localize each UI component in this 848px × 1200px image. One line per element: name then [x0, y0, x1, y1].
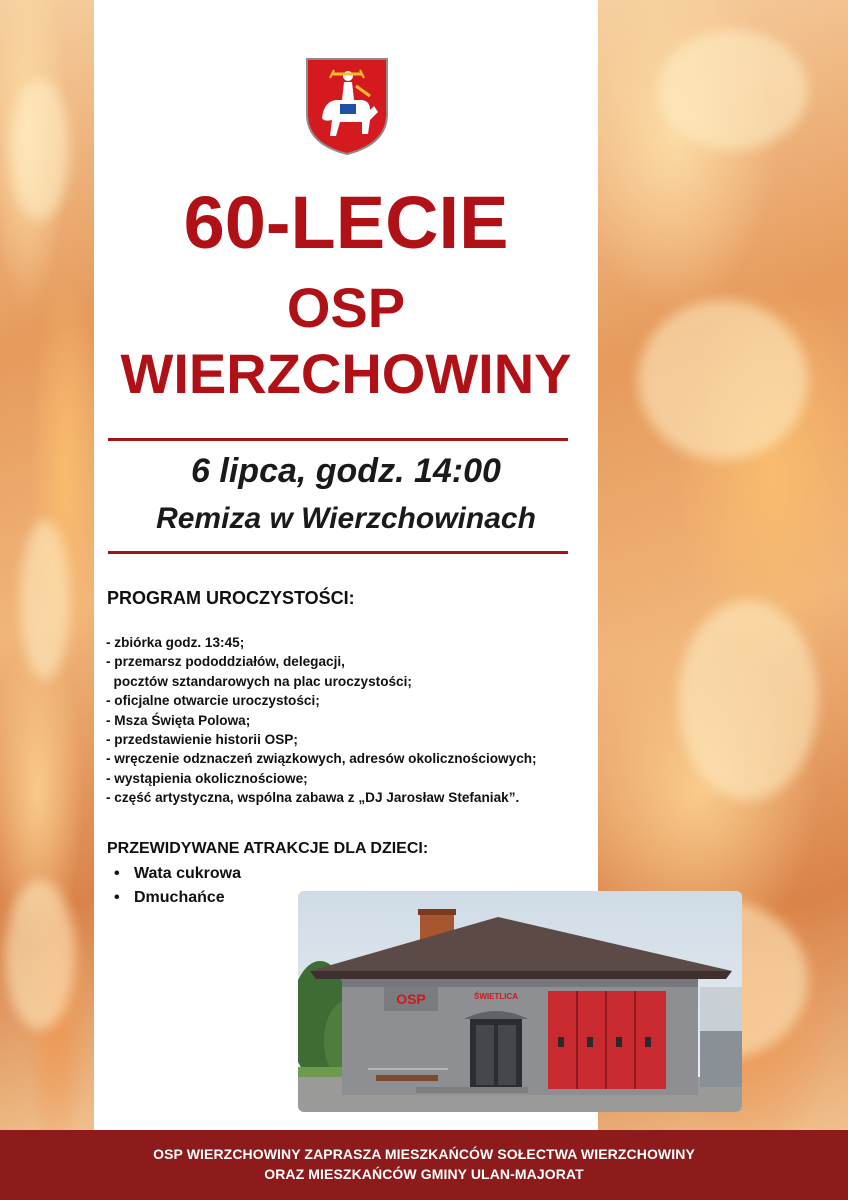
kids-item: • Dmuchańce	[114, 886, 241, 910]
program-item: - Msza Święta Polowa;	[106, 712, 251, 728]
swietlica-sign: ŚWIETLICA	[474, 992, 518, 1001]
footer-banner	[0, 1130, 848, 1200]
program-item: - zbiórka godz. 13:45;	[106, 635, 245, 650]
kids-heading: PRZEWIDYWANE ATRAKCJE DLA DZIECI:	[107, 840, 429, 857]
program-item: - wystąpienia okolicznościowe;	[106, 770, 308, 786]
program-item: - przemarsz pododdziałów, delegacji,	[106, 654, 345, 670]
osp-sign: OSP	[396, 991, 426, 1007]
kids-item: • Wata cukrowa	[114, 862, 241, 886]
fire-background-left	[0, 0, 94, 1130]
program-heading: PROGRAM UROCZYSTOŚCI:	[107, 588, 355, 608]
kids-list	[114, 862, 241, 910]
program-item: - oficjalne otwarcie uroczystości;	[106, 693, 320, 709]
coat-of-arms-icon	[304, 56, 390, 156]
divider-bottom	[108, 551, 568, 554]
title-line-3: WIERZCHOWINY	[120, 342, 572, 405]
program-item: - część artystyczna, wspólna zabawa z „DJ Jarosław Stefaniak”.	[106, 790, 520, 806]
event-place: Remiza w Wierzchowinach	[156, 502, 536, 535]
fire-station-illustration	[298, 891, 742, 1112]
program-item: - przedstawienie historii OSP;	[106, 732, 298, 748]
footer-line-1: OSP WIERZCHOWINY ZAPRASZA MIESZKAŃCÓW SOŁECTWA WIERZCHOWINY	[153, 1146, 695, 1162]
title-line-2: OSP	[286, 276, 406, 339]
event-date-time: 6 lipca, godz. 14:00	[191, 452, 501, 490]
program-item: pocztów sztandarowych na plac uroczystości;	[106, 673, 412, 689]
fire-station-photo	[298, 891, 742, 1112]
program-list	[106, 633, 586, 808]
title-line-1: 60-LECIE	[183, 181, 509, 264]
footer-line-2: ORAZ MIESZKAŃCÓW GMINY ULAN-MAJORAT	[264, 1166, 584, 1182]
program-item: - wręczenie odznaczeń związkowych, adresów okolicznościowych;	[106, 751, 537, 767]
divider-top	[108, 438, 568, 441]
